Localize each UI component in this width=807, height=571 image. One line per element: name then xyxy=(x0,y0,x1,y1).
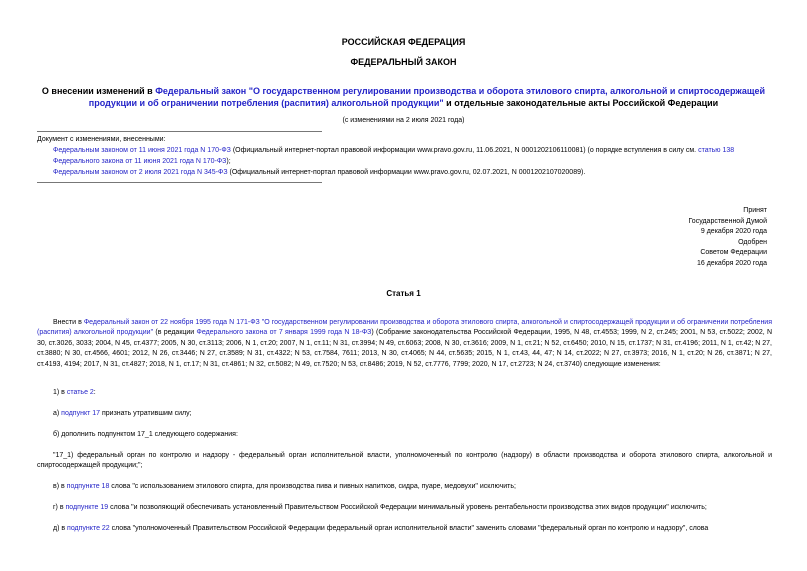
item-6 xyxy=(37,503,772,513)
intro-text-a: Внести в xyxy=(53,319,84,326)
item-2 xyxy=(37,409,772,419)
intro-text-c: ) (Собрание законодательства Российской Федерации, 1995, N 48, ст.4553; 1999, N 2, ст.245; 2001, N 53, ст.5022; 2002, N 30, ст.3026, 3033; 2004, N 45, ст.4377; 2005, N 30, ст.3113; 2006, N 1, ст.20; 2007, N 1, ст.11; N 31, ст.3994; N 49, ст.6063; 2008, N 30, ст.3616; 2009, N 1, ст.21; N 52, ст.6450; 2010, N 15, ст.1737; N 31, ст.4196; 2011, N 1, ст.42; N 27, ст.3880; N 30, ст.4566, 4601; 2012, N 26, ст.3446; N 27, ст.3589; N 31, ст.4322; N 53, ст.7584, 7611; 2013, N 30, ст.4065; N 44, ст.5635; 2015, N 1, ст.43, 44, 47; N 14, ст.2022; N 27, ст.3973; 2016, N 1, ст.20; N 26, ст.3871; N 27, ст.4193, 4194; 2017, N 31, ст.4827; 2018, N 1, ст.17; N 31, ст.4861; N 32, ст.5082; N 49, ст.7520; N 53, ст.8486; 2019, N 52, ст.7776, 7799; 2020, N 17, ст.2723; N 24, ст.3740) следующие изменения: xyxy=(37,329,773,368)
item-7-a: д) в xyxy=(53,525,68,532)
changes-item-1-text: (Официальный интернет-портал правовой информации www.pravo.gov.ru, 11.06.2021, N 0001202106110081) (о порядке вступления в силу см. xyxy=(230,147,699,154)
changes-item-2-text: (Официальный интернет-портал правовой информации www.pravo.gov.ru, 02.07.2021, N 0001202107020089). xyxy=(227,169,586,176)
item-4 xyxy=(37,451,772,472)
article-title: Статья 1 xyxy=(386,289,421,298)
item-7-b: слова "уполномоченный Правительством Российской Федерации федеральный орган исполнительной власти" заменить словами "федеральный орган по контролю и надзору", слова xyxy=(109,525,709,532)
item-1-link[interactable]: статье 2 xyxy=(66,389,94,396)
item-5-a: в) в xyxy=(53,483,67,490)
intro-edition-link[interactable]: Федерального закона от 7 января 1999 года N 18-ФЗ xyxy=(196,329,372,337)
changes-heading: Документ с изменениями, внесенными: xyxy=(37,136,166,143)
article-intro xyxy=(37,318,772,370)
item-1-b: : xyxy=(93,389,96,396)
adoption-line-6: 16 декабря 2020 года xyxy=(696,259,767,267)
item-2-link[interactable]: подпункт 17 xyxy=(61,410,101,417)
item-6-b: слова "и позволяющий обеспечивать установленный Правительством Российской Федерации минимальный уровень рентабельности производства этих видов продукции" исключить; xyxy=(108,504,707,511)
item-3 xyxy=(37,430,772,440)
title-suffix: и отдельные законодательные акты Российской Федерации xyxy=(443,98,719,108)
document-title xyxy=(30,85,777,109)
changes-item-1-link[interactable]: Федеральным законом от 11 июня 2021 года N 170-ФЗ xyxy=(53,147,231,154)
adoption-line-2: Государственной Думой xyxy=(688,217,767,225)
item-2-a: а) xyxy=(53,410,62,417)
changes-block xyxy=(37,134,772,178)
changes-item-2 xyxy=(37,167,772,178)
adoption-line-4: Одобрен xyxy=(738,238,767,246)
title-prefix: О внесении изменений в xyxy=(41,86,156,96)
item-5 xyxy=(37,482,772,492)
item-7-link[interactable]: подпункте 22 xyxy=(67,525,110,532)
item-5-b: слова "с использованием этилового спирта, для производства пива и пивных напитков, сидра, пуаре, медовухи" исключить; xyxy=(109,483,516,490)
intro-text-b: (в редакции xyxy=(153,329,197,337)
item-4-text: "17_1) федеральный орган по контролю и надзору - федеральный орган исполнительной власти, уполномоченный по контролю (надзору) в области производства и оборота этилового спирта, алкогольной и спиртосодержащей продукции;"; xyxy=(37,452,772,470)
item-3-text: б) дополнить подпунктом 17_1 следующего содержания: xyxy=(53,431,238,438)
item-1-a: 1) в xyxy=(53,389,67,396)
item-6-a: г) в xyxy=(53,504,66,511)
adoption-block xyxy=(567,206,767,269)
item-5-link[interactable]: подпункте 18 xyxy=(66,483,110,490)
intro-law-link[interactable]: Федеральный закон от 22 ноября 1995 года N 171-ФЗ "О государственном регулировании производства и оборота этилового спирта, алкогольной и спиртосодержащей продукции и об ограничении потребления (распития) алкогольной продукции" xyxy=(37,319,773,337)
item-7 xyxy=(37,524,772,534)
changes-item-1-end: ); xyxy=(226,158,231,165)
adoption-line-5: Советом Федерации xyxy=(700,249,767,256)
divider-bottom xyxy=(37,182,322,183)
header-doc-type: ФЕДЕРАЛЬНЫЙ ЗАКОН xyxy=(350,57,457,67)
changes-item-1-link2[interactable]: статью 138 Федерального закона от 11 июня 2021 года N 170-ФЗ xyxy=(53,147,735,165)
header-country: РОССИЙСКАЯ ФЕДЕРАЦИЯ xyxy=(341,37,466,47)
item-2-b: признать утратившим силу; xyxy=(100,410,192,417)
adoption-line-1: Принят xyxy=(743,207,767,214)
edition-note: (с изменениями на 2 июля 2021 года) xyxy=(342,117,465,124)
changes-item-1 xyxy=(37,145,772,167)
changes-item-2-link[interactable]: Федеральным законом от 2 июля 2021 года N 345-ФЗ xyxy=(53,169,228,176)
item-6-link[interactable]: подпункте 19 xyxy=(65,504,109,511)
title-law-link[interactable]: Федеральный закон "О государственном регулировании производства и оборота этилового спирта, алкогольной и спиртосодержащей продукции и об ограничении потребления (распития) алкогольной продукции" xyxy=(88,86,766,108)
adoption-line-3: 9 декабря 2020 года xyxy=(700,228,767,235)
divider-top xyxy=(37,131,322,132)
item-1 xyxy=(37,388,772,398)
